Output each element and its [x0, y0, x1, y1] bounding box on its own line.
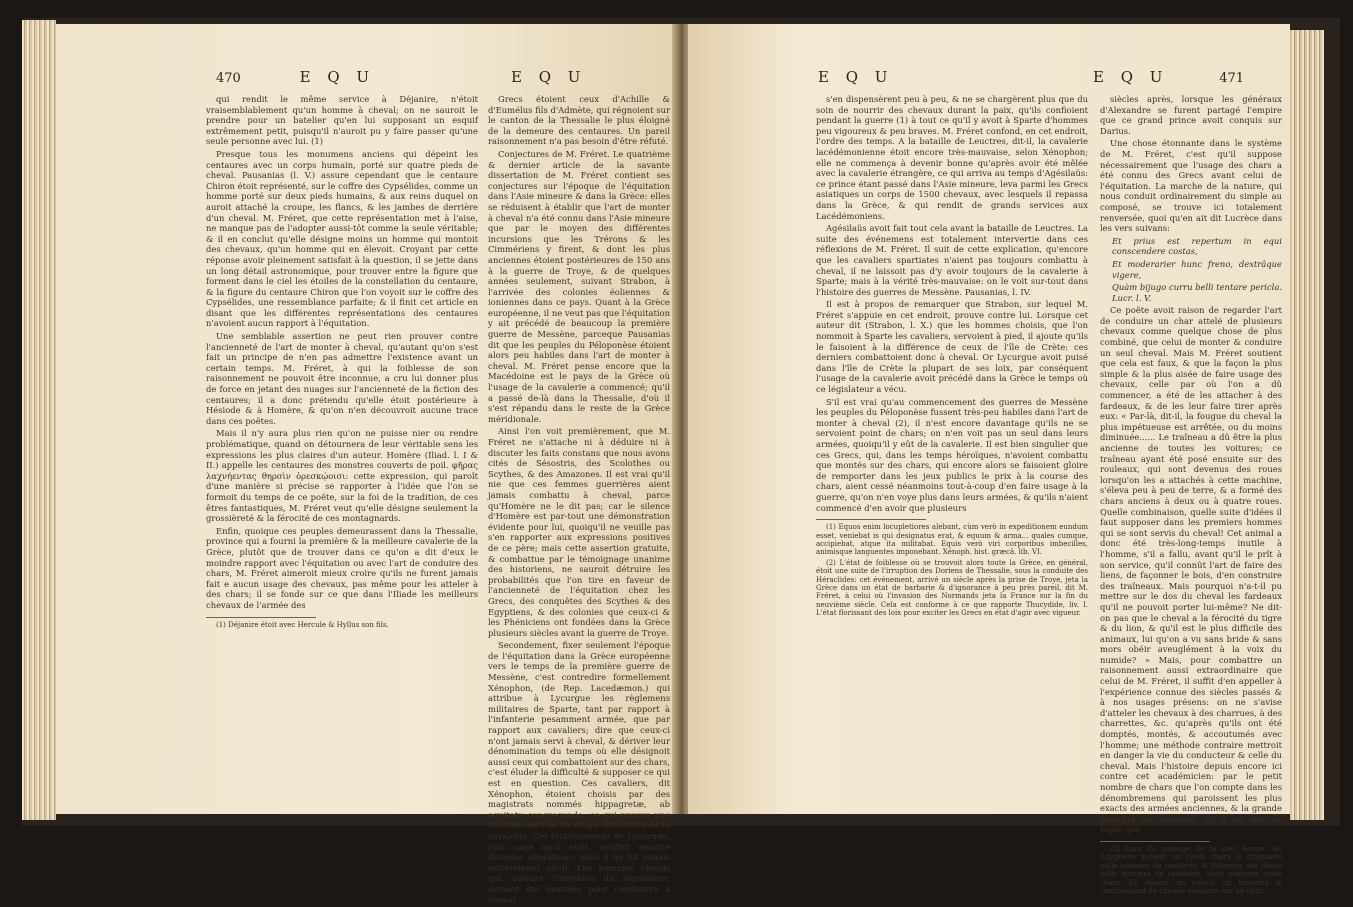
- paragraph: Et moderarier hunc freno, dextrâque vigere,: [1112, 258, 1282, 280]
- footnote-rule: [816, 519, 926, 520]
- footnote: (2) L'état de foiblesse où se trouvoit alors toute la Grèce, en général, étoit une suite de l'irruption des Doriens de Thessalie, sous la conduite des Héraclides: cet événement, arrivé un siècle après la prise de Troye, jeta la Grèce dans un état de barbarie & d'ignorance à peu près pareil, dit M. Fréret, à celui où l'invasion des Normands jeta la France sur la fin du neuvième siècle. Cela est conforme à ce que rapporte Thucydide, liv. I. L'état florissant des loix pour exciter les Grecs en état d'agir avec vigueur.: [816, 558, 1088, 618]
- paragraph: Quàm bijugo curru belli tentare pericla. Lucr. l. V.: [1112, 282, 1282, 303]
- footnote-rule: [1100, 841, 1210, 842]
- footnote: (1) Equos enim locupletiores alebant, cùm verò in expeditionem eundum esset, veniebat is qui designatus erat, & equum & arma... quales cumque, accipiebat, atque ita militabat. Equis verò viri corporibus imbecilles, animisque languentes imponebant. Xénoph. hist. græcâ. lib. VI.: [816, 523, 1088, 557]
- paragraph: S'il est vrai qu'au commencement des guerres de Messène les peuples du Péloponèse fussent très-peu habiles dans l'art de monter à cheval (2), il n'est encore davantage qu'ils ne se servoient point de chars; on n'en voit pas un seul dans leurs armées, quoiqu'il y eût de la cavalerie. Il est bien singulier que ces Grecs, qui, dans les temps héroïques, n'avoient combattu que montés sur des chars, qui encore alors se faisoient gloire de remporter dans les jeux publics le prix à la course des chars, aient cessé néanmoins tout-à-coup d'en faire usage à la guerre, qu'on n'en voye plus dans leurs armées, & qu'ils n'aient commencé d'en avoir que plusieurs: [816, 396, 1088, 513]
- page-edges-left: [22, 20, 56, 820]
- right-column-2: [1100, 94, 1282, 897]
- paragraph: s'en dispensèrent peu à peu, & ne se chargèrent plus que du soin de nourrir des chevaux durant la paix, qu'ils confioient pendant la guerre (1) à tout ce qu'il y avoit à Sparte d'hommes peu vigoureux & peu braves. M. Fréret confond, en cet endroit, l'ordre des temps. A la bataille de Leuctres, dit-il, la cavalerie lacédémonienne étoit encore très-mauvaise, selon Xénophon; elle ne commença à devenir bonne qu'après avoir été mêlée avec la cavalerie étrangère, ce qui arriva au temps d'Agésilaüs: ce prince étant passé dans l'Asie mineure, leva parmi les Grecs asiatiques un corps de 1500 chevaux, avec lesquels il repassa dans la Grèce, & qui rendit de grands services aux Lacédémoniens.: [816, 94, 1088, 221]
- paragraph: Agésilaüs avoit fait tout cela avant la bataille de Leuctres. La suite des événemens est totalement intervertie dans ces réflexions de M. Fréret. Il suit de cette explication, qu'encore que les cavaliers spartiates n'aient pas toujours combattu à cheval, il ne laissoit pas d'y avoir toujours de la cavalerie à Sparte; mais à la vérité très-mauvaise: on le voit sur-tout dans l'histoire des guerres de Messène. Pausanias, l. IV.: [816, 223, 1088, 297]
- left-page-header: [216, 68, 375, 86]
- page-number-right: 471: [1219, 71, 1245, 86]
- paragraph: Secondement, fixer seulement l'époque de l'équitation dans la Grèce européenne vers le temps de la première guerre de Messène, c'est contredire formellement Xénophon, (de Rep. Lacedæmon.) qui attribue à Lycurgue les règlemens militaires de Sparte, tant par rapport à l'infanterie pesamment armée, que par rapport aux cavaliers; dire que ceux-ci n'ont jamais servi à cheval, & dériver leur dénomination du temps où elle désignoit aussi ceux qui combattoient sur des chars, c'est éluder la difficulté & supposer ce qui est en question. Ces cavaliers, dit Xénophon, étoient choisis par des magistrats nommés hippagretæ, ab equitatu congregando; ce qui prouve une connoissance & un usage antérieurs de la cavalerie. Cet établissement de Lycurgue, tout sage qu'il étoit, souffrit ensuite diverses altérations; mais il ne fut jamais entièrement aboli. Les hommes choisis qui, suivant l'intention du législateur, avoient été destinés pour combattre à cheval,: [488, 640, 670, 905]
- page-number-left: 470: [216, 71, 241, 86]
- paragraph: Enfin, quoique ces peuples demeurassent dans la Thessalie, province qui a fourni la première & la meilleure cavalerie de la Grèce, plutôt que de trouver dans ce qu'on a dit d'eux le moindre rapport avec l'équitation ou avec l'art de conduire des chars, M. Fréret aimeroit mieux croire qu'ils ne furent jamais fait e aucun usage des chevaux, pas même pour les atteler à des chars; il se fonde sur ce que dans l'Iliade les meilleurs chevaux de l'armée des: [206, 525, 478, 610]
- left-column-1: [206, 94, 478, 631]
- left-running-head-2: E Q U: [511, 68, 587, 86]
- paragraph: Conjectures de M. Fréret. Le quatrième & dernier article de la savante dissertation de M. Fréret contient ses conjectures sur l'époque de l'équitation dans l'Asie mineure & dans la Grèce: elles se réduisent à établir que l'art de monter à cheval n'a été connu dans l'Asie mineure que par le moyen des différentes incursions que les Trérons & les Cimmériens y firent, & dont les plus anciennes étoient postérieures de 150 ans à la guerre de Troye, & de quelques années seulement, suivant Strabon, à l'arrivée des colonies éoliennes & ioniennes dans ce pays. Quant à la Grèce européenne, il ne veut pas que l'équitation y ait précédé de beaucoup la première guerre de Messène, parceque Pausanias dit que les peuples du Péloponèse étoient alors peu habiles dans l'art de monter à cheval. M. Fréret pense encore que la Macédoine est le pays de la Grèce où l'usage de la cavalerie a commencé; qu'il a passé de-là dans la Thessalie, d'où il s'est répandu dans le reste de la Grèce méridionale.: [488, 148, 670, 424]
- footnote: (3) Lors du passage de la mer Rouge, les Egyptiens avoient six cents chars & cinquante mille hommes de cavalerie, & Salomon, sur douze mille hommes de cavalerie, avoit quatorze cents chars. En faisant un calcul, on trouvera le commandant de chaque escadron sur un char.: [1100, 844, 1282, 895]
- right-page-header: [1093, 68, 1244, 86]
- right-column-1: [816, 94, 1088, 620]
- footnote-rule: [206, 617, 316, 618]
- paragraph: Grecs étoient ceux d'Achille & d'Eumélus fils d'Admète, qui régnoient sur le canton de la Thessalie le plus éloigné de la demeure des centaures. Un pareil raisonnement n'a pas besoin d'être réfuté.: [488, 94, 670, 147]
- right-running-head-2: E Q U: [1093, 68, 1169, 86]
- right-running-head: E Q U: [818, 68, 894, 86]
- paragraph: Ce poëte avoit raison de regarder l'art de conduire un char attelé de plusieurs chevaux comme quelque chose de plus combiné, que celui de monter & conduire un seul cheval. Mais M. Fréret soutient que cela est faux, & que la façon la plus simple & la plus aisée de faire usage des chevaux, celle par où l'on a dû commencer, a été de les attacher à des fardeaux, & de les leur faire tirer après eux: « Par-là, dit-il, la fougue du cheval la plus impétueuse est arrêtée, ou du moins diminuée...... Le traîneau a dû être la plus ancienne de toutes les voitures; ce traîneau ayant été posé ensuite sur des rouleaux, qui sont devenus des roues lorsqu'on les a attachés à cette machine, s'éleva peu à peu de terre, & a formé des chars anciens à deux ou à quatre roues. Quelle combinaison, quelle suite d'idées il faut supposer dans les premiers hommes qui se sont servis du cheval! Cet animal a donc été très-long-temps inutile à l'homme, s'il a fallu, avant qu'il le prît à son service, qu'il connût l'art de faire des liens, de façonner le bois, d'en construire des traîneaux. Mais pourquoi n'a-t-il pu mettre sur le dos du cheval les fardeaux qu'il ne pouvoit porter lui-même? Ne dit-on pas que le cheval a la férocité du tigre & du lion, & qu'il est le plus difficile des animaux, lui qu'on a vu sans bride & sans mors obéir aveuglément à la voix du numide? » Mais, pour combattre un raisonnement aussi extraordinaire que celui de M. Fréret, il suffit d'en appeller à l'expérience connue des siècles passés & à nos usages présens: on ne s'avise d'atteler les chevaux à des charrues, à des charrettes, &c. qu'après qu'ils ont été domptés, montés, & accoutumés avec l'homme; une méthode contraire mettroit en danger la vie du conducteur & celle du cheval. Mais l'histoire depuis encore ici contre cet académicien: par le petit nombre de chars que l'on compte dans les dénombremens qui paroissent les plus exacts des armées anciennes, & la grande quantité de cavalerie, (3) il est aisé de juger que: [1100, 305, 1282, 835]
- left-page: [56, 24, 678, 905]
- left-column-2: [488, 94, 670, 907]
- paragraph: Ainsi l'on voit premièrement, que M. Fréret ne s'attache ni à déduire ni à discuter les faits constans que nous avons cités de Sésostris, des Scolothes ou Scythes, & des Amazones. Il est vrai qu'il nie que ces femmes guerrières aient jamais combattu à cheval, parce qu'Homère ne le dit pas; car le silence d'Homère est par-tout une démonstration évidente pour lui, quoiqu'il ne veuille pas s'en rapporter aux expressions positives de ce père; mais cette assertion gratuite, & combattue par le témoignage unanime des historiens, ne sauroit détruire les probabilités que l'on tire en faveur de l'ancienneté de l'équitation chez les Grecs, des conquêtes des Scythes & des Egyptiens, & des colonies que ceux-ci & les Phéniciens ont fondées dans la Grèce plusieurs siècles avant la guerre de Troye.: [488, 426, 670, 638]
- paragraph: Il est à propos de remarquer que Strabon, sur lequel M. Fréret s'appuie en cet endroit, prouve contre lui. Lorsque cet auteur dit (Strabon, l. X.) que les hommes choisis, que l'on nommoit à Sparte les cavaliers, servoient à pied, il ajoute qu'ils le faisoient à la différence de ceux de l'île de Crète: ces derniers combattoient donc à cheval. Or Lycurgue avoit puisé dans l'île de Crète la plupart de ses loix, par conséquent l'usage de la cavalerie avoit précédé dans la Grèce le temps où ce législateur a vécu.: [816, 299, 1088, 395]
- paragraph: siècles après, lorsque les généraux d'Alexandre se furent partagé l'empire que ce grand prince avoit conquis sur Darius.: [1100, 94, 1282, 136]
- paragraph: Une chose étonnante dans le système de M. Fréret, c'est qu'il suppose nécessairement que l'usage des chars a été connu des Grecs avant celui de l'équitation. La marche de la nature, qui nous conduit ordinairement du simple au composé, se trouve ici totalement renversée, quoi qu'en ait dit Lucrèce dans les vers suivans:: [1100, 138, 1282, 234]
- left-running-head: E Q U: [299, 68, 376, 86]
- paragraph: Mais il n'y aura plus rien qu'on ne puisse nier ou rendre problématique, quand on détournera de leur véritable sens les expressions les plus claires d'un auteur. Homère (Iliad. l. I & II.) appelle les centaures des monstres couverts de poil. φῆρας λαχνήεντας θηρσὶν ὀρεσκῴοισι: cette expression, qui paroît d'une manière si précise se rapporter à l'idée que l'on se formoit du temps de ce poëte, sur la foi de la tradition, de ces êtres fantastiques, M. Fréret veut qu'elle désigne seulement la grossièreté & la férocité de ces montagnards.: [206, 428, 478, 524]
- paragraph: qui rendit le même service à Déjanire, n'étoit vraisemblablement qu'un homme à cheval; on ne sauroit le prendre pour un batelier qu'en lui supposant un esquif extrêmement petit, puisqu'il n'auroit pu y faire passer qu'une seule personne avec lui. (1): [206, 94, 478, 147]
- page-edges-right: [1290, 30, 1324, 820]
- right-page: [688, 24, 1290, 895]
- paragraph: Presque tous les monumens anciens qui dépeint les centaures avec un corps humain, porté sur quatre pieds de cheval. Pausanias (l. V.) assure cependant que le centaure Chiron étoit représenté, sur le coffre des Cypsélides, comme un homme porté sur deux pieds humains, & aux reins duquel on auroit attaché la croupe, les flancs, & les jambes de derrière d'un cheval. M. Fréret, que cette représentation met à l'aise, ne manque pas de l'adopter aussi-tôt comme la seule véritable; & il en conclut qu'elle désigne moins un homme qui montoit des chevaux, qu'un homme qui en élevoit. Croyant par cette réponse avoir pleinement satisfait à la question, il se jette dans un long détail astronomique, pour trouver entre la figure que forment dans le ciel les étoiles de la constellation du centaure, & la figure du centaure Chiron que l'on voyoit sur le coffre des Cypsélides, une ressemblance parfaite; & il finit cet article en disant que les différentes représentations des centaures n'avoient aucun rapport à l'équitation.: [206, 148, 478, 329]
- footnote: (1) Déjanire étoit avec Hercule & Hyllus son fils.: [216, 620, 389, 629]
- paragraph: Et prius est repertum in equi conscendere costas,: [1112, 235, 1282, 257]
- paragraph: Une semblable assertion ne peut rien prouver contre l'ancienneté de l'art de monter à cheval, qu'autant qu'on s'est fait un principe de n'en pas admettre l'existence avant un certain temps. M. Fréret, à qui la foiblesse de son raisonnement ne pouvoit être inconnue, a cru lui donner plus de force en jetant des nuages sur l'ancienneté de la fiction des centaures; il a donc prétendu qu'elle étoit postérieure à Hésiode & à Homère, & qu'on n'en découvroit aucune trace dans ces poëtes.: [206, 331, 478, 426]
